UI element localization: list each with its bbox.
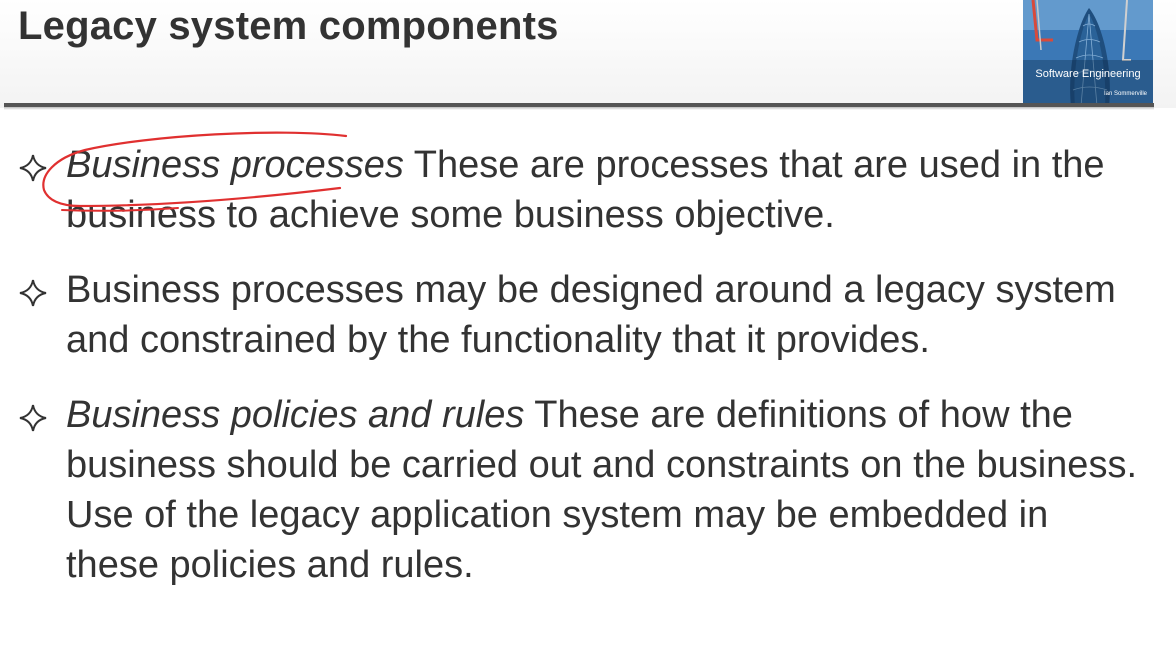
cover-author: Ian Sommerville [1103,91,1147,97]
bullet-term: Business policies and rules [66,394,525,436]
bullet-item [18,265,1148,365]
four-point-star-bullet-icon [18,403,48,433]
bullet-item [18,140,1148,240]
bullet-list [18,140,1148,615]
cover-title: Software Engineering [1035,68,1141,80]
slide-header [0,0,1176,108]
slide-title: Legacy system components [18,4,559,48]
four-point-star-bullet-icon [18,153,48,183]
bullet-text: Business processes may be designed around a legacy system and constrained by the functionality that it provides. [66,269,1116,361]
bullet-text: These are definitions of how the business should be carried out and constraints on the business. Use of the legacy application system may be embedded in these policies and rules. [66,394,1137,586]
four-point-star-bullet-icon [18,278,48,308]
bullet-term: Business processes [66,144,404,186]
bullet-text: These are processes that are used in the business to achieve some business objective. [66,144,1105,236]
header-divider-shadow [4,107,1154,110]
book-cover-image [1023,0,1153,106]
bullet-item [18,390,1148,590]
